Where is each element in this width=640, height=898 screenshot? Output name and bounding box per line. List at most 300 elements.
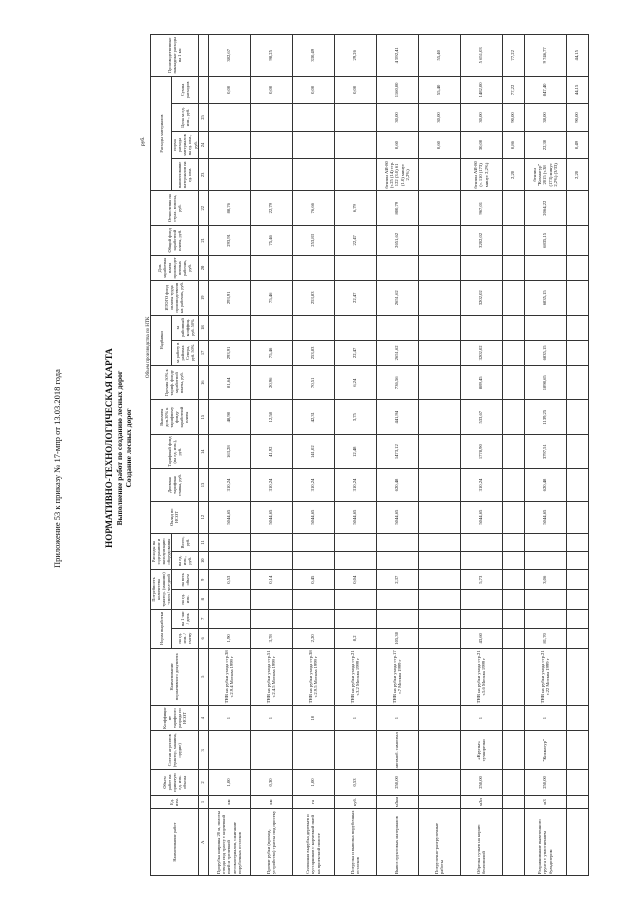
cell-composition <box>292 731 334 770</box>
cell-bonus: 6,24 <box>334 366 376 400</box>
cell-fuel-a <box>524 552 566 570</box>
document-title: НОРМАТИВНО-ТЕХНОЛОГИЧЕСКАЯ КАРТА <box>104 348 114 548</box>
cell-total-salary: 3202,02 <box>460 225 502 255</box>
cell-coef: 1 <box>334 706 376 731</box>
cell-doc: ТНВ на рубки ухода стр.38 т.2.9.4 Москва 1999 г <box>208 648 250 705</box>
h-mat-norm: норма расхода материалов на ед. изм., руб. <box>172 131 198 159</box>
cell-allowance: 533,67 <box>460 400 502 434</box>
cell-bonus <box>566 366 588 400</box>
column-number-cell: 23 <box>198 159 208 191</box>
table-row <box>250 35 292 876</box>
cell-total <box>502 281 524 315</box>
column-number-cell <box>198 76 208 104</box>
h-mat-price: Цена за ед. изм., руб. <box>172 104 198 132</box>
cell-daily-rate: 620,48 <box>376 469 418 501</box>
cell-mat-sum: 0,00 <box>250 76 292 104</box>
cell-volume <box>566 770 588 795</box>
cell-fuel-a <box>208 552 250 570</box>
appendix-line: Приложение 53 к приказу № 17-мпр от 13.03.2018 года <box>52 369 62 568</box>
cell-fuel-b <box>524 533 566 551</box>
h-charge-b: за районный коэффиц. руб. 50% <box>172 315 198 340</box>
cell-coef: 1 <box>460 706 502 731</box>
cell-daily-rate: 620,48 <box>524 469 566 501</box>
h-fuel-a: на ед. изм., руб. <box>172 552 198 570</box>
cell-mat-sum: 0,00 <box>292 76 334 104</box>
cell-charge-a: 2651,62 <box>376 340 418 365</box>
cell-norm-b <box>524 609 566 629</box>
cell-allowance: 48,98 <box>208 400 250 434</box>
h-daily-rate: Дневная тарифная ставка, руб. <box>151 469 199 501</box>
cell-fuel-b <box>566 533 588 551</box>
cell-composition: "Кохматур" <box>524 731 566 770</box>
cell-name: Погрузочно-разгрузочные работы <box>418 809 460 876</box>
cell-name: Обрезка сучьев на корню бензопилой <box>460 809 502 876</box>
cell-tariff <box>418 434 460 468</box>
cell-overhead: 55,40 <box>418 35 460 77</box>
cell-total <box>566 281 588 315</box>
cell-salary-rate <box>502 501 524 533</box>
cell-unit: га <box>292 795 334 809</box>
cell-need-b: 5,73 <box>460 570 502 590</box>
h-materials-group: Расходы материалов <box>151 76 172 191</box>
h-need-a: на ед. изм. <box>172 590 198 610</box>
cell-coef: 1 <box>250 706 292 731</box>
cell-need-a <box>460 590 502 610</box>
cell-need-a <box>502 590 524 610</box>
cell-allowance: 3,75 <box>334 400 376 434</box>
h-norm-per-unit: на ед. изм. / смену <box>172 629 198 649</box>
cell-norm-b <box>208 609 250 629</box>
cell-bonus: 20,96 <box>250 366 292 400</box>
cell-need-b <box>566 570 588 590</box>
cell-need-b: 2,37 <box>376 570 418 590</box>
cell-total-salary <box>566 225 588 255</box>
cell-mat-price: 90,00 <box>566 104 588 132</box>
cell-charge-a: 293,91 <box>208 340 250 365</box>
cell-charge-a: 6835,15 <box>524 340 566 365</box>
h-total-salary: Общий фонд заработной платы, руб. <box>151 225 199 255</box>
cell-total-salary: 75,46 <box>250 225 292 255</box>
cell-coef: 1 <box>208 706 250 731</box>
cell-insurance: 88,76 <box>208 191 250 225</box>
cell-tariff <box>502 434 524 468</box>
cell-mat-norm: 22,30 <box>524 131 566 159</box>
cell-doc: ТНВ на рубки ухода стр.21 т.3.2 Москва 1999 г <box>334 648 376 705</box>
h-need-group: Потребность количества трактор. (машино) -смен / чел-дней <box>151 570 172 609</box>
cell-bonus: 70,51 <box>292 366 334 400</box>
column-number-cell: 15 <box>198 400 208 434</box>
cell-mat-name <box>418 159 460 191</box>
table-row <box>376 35 418 876</box>
cell-norm-a: 3,78 <box>250 629 292 649</box>
cell-insurance: 967,01 <box>460 191 502 225</box>
cell-fuel-a <box>418 552 460 570</box>
column-number-cell <box>198 35 208 77</box>
column-number-cell: 20 <box>198 255 208 280</box>
cell-total: 3202,02 <box>460 281 502 315</box>
h-need-b: на весь объем <box>172 570 198 590</box>
cell-mat-norm: 0,60 <box>376 131 418 159</box>
cell-charge-a: 253,83 <box>292 340 334 365</box>
cell-mat-name: 2,20 <box>502 159 524 191</box>
cell-norm-a: 105,30 <box>376 629 418 649</box>
cell-coef <box>566 706 588 731</box>
column-number-cell: А <box>198 809 208 876</box>
h-norm-doc: Наименование нормативного документа <box>151 648 199 705</box>
cell-norm-a: 1,90 <box>208 629 250 649</box>
cell-need-b: 0,53 <box>208 570 250 590</box>
cell-name <box>502 809 524 876</box>
cell-fuel-b <box>334 533 376 551</box>
cell-mat-sum: 847,40 <box>524 76 566 104</box>
h-composition: Состав агрегатов (трактор, машина, орудие) <box>151 731 199 770</box>
column-number-cell: 2 <box>198 770 208 795</box>
cell-mat-price <box>250 104 292 132</box>
table-row <box>502 35 524 876</box>
cell-mat-price: 38,00 <box>524 104 566 132</box>
column-number-cell: 13 <box>198 469 208 501</box>
cell-fuel-a <box>334 552 376 570</box>
column-number-cell: 6 <box>198 629 208 649</box>
cell-charge-b <box>292 315 334 340</box>
cell-mat-sum: 44,15 <box>566 76 588 104</box>
h-extra-pay: Доп. заработная плата производственных рабочих, руб. <box>151 255 199 280</box>
cell-charge-b <box>334 315 376 340</box>
h-mat-name: наименование материалов на ед. изм. <box>172 159 198 191</box>
cell-charge-b <box>418 315 460 340</box>
cell-extra <box>460 255 502 280</box>
cell-mat-norm <box>208 131 250 159</box>
cell-extra <box>208 255 250 280</box>
cell-need-b: 0,14 <box>250 570 292 590</box>
cell-norm-b <box>334 609 376 629</box>
cost-table <box>150 34 589 876</box>
cell-fuel-b <box>460 533 502 551</box>
cell-mat-sum: 77,22 <box>502 76 524 104</box>
cell-norm-b <box>418 609 460 629</box>
cell-charge-a: 3202,02 <box>460 340 502 365</box>
cell-overhead: 77,22 <box>502 35 524 77</box>
cell-mat-norm: 0,49 <box>566 131 588 159</box>
cell-daily-rate <box>502 469 524 501</box>
cell-bonus: 1898,65 <box>524 366 566 400</box>
cell-unit: м3п <box>460 795 502 809</box>
cell-coef <box>418 706 460 731</box>
cell-total-salary: 253,83 <box>292 225 334 255</box>
cell-total: 6835,15 <box>524 281 566 315</box>
h-volume: Объем работ на принятую ед. изм. объема <box>151 770 199 795</box>
column-number-cell: 9 <box>198 570 208 590</box>
cell-extra <box>418 255 460 280</box>
h-norm-hours: на 1 час / день <box>172 609 198 629</box>
cell-norm-b <box>376 609 418 629</box>
cell-norm-a: 81,70 <box>524 629 566 649</box>
h-salary-rate: Оклад по НСОТ <box>151 501 199 533</box>
cell-overhead: 98,25 <box>250 35 292 77</box>
cell-fuel-b <box>292 533 334 551</box>
cell-volume: 250,00 <box>460 770 502 795</box>
cell-tariff: 1473,12 <box>376 434 418 468</box>
cell-charge-b <box>524 315 566 340</box>
h-coef: Коэффициент тарифного разряда по НСОТ <box>151 706 199 731</box>
cell-unit: км <box>208 795 250 809</box>
cell-mat-name: бензин АИ-80 (т. 110 (173) минус 2,2%) <box>460 159 502 191</box>
column-number-cell: 22 <box>198 191 208 225</box>
cell-unit: м3 <box>524 795 566 809</box>
cell-tariff: 41,92 <box>250 434 292 468</box>
cell-mat-name <box>208 159 250 191</box>
cell-doc: ТНВ на рубки ухода стр.17 т.7 Москва 1999 г <box>376 648 418 705</box>
cell-allowance <box>566 400 588 434</box>
column-number-cell: 21 <box>198 225 208 255</box>
column-number-cell: 14 <box>198 434 208 468</box>
cell-fuel-a <box>292 552 334 570</box>
cell-salary-rate <box>418 501 460 533</box>
table-body <box>208 35 588 876</box>
cell-need-a <box>418 590 460 610</box>
cell-salary-rate: 5044,65 <box>250 501 292 533</box>
cell-mat-norm: 0,60 <box>418 131 460 159</box>
cell-allowance <box>502 400 524 434</box>
cell-extra <box>524 255 566 280</box>
cell-fuel-a <box>376 552 418 570</box>
cell-bonus <box>502 366 524 400</box>
cell-insurance: 22,79 <box>250 191 292 225</box>
cell-volume: 1,00 <box>292 770 334 795</box>
cell-mat-price: 90,00 <box>502 104 524 132</box>
cell-insurance: 800,79 <box>376 191 418 225</box>
cell-fuel-a <box>460 552 502 570</box>
cell-need-a <box>376 590 418 610</box>
document-subtitle: Выполнение работ по созданию лесных дорог <box>115 370 124 526</box>
cell-mat-sum: 1482,00 <box>460 76 502 104</box>
cell-norm-b <box>566 609 588 629</box>
cell-norm-b <box>502 609 524 629</box>
cell-need-a <box>250 590 292 610</box>
cell-total-salary: 293,91 <box>208 225 250 255</box>
cell-coef: 1 <box>524 706 566 731</box>
cell-composition <box>334 731 376 770</box>
cell-name: Разравнивание вывезенного грунта с уплотнением бульдозером <box>524 809 566 876</box>
cell-composition <box>250 731 292 770</box>
table-row <box>208 35 250 876</box>
cell-norm-a: 8,2 <box>334 629 376 649</box>
cell-extra <box>250 255 292 280</box>
h-bonus: Премия 50% к тариф. фонду заработной платы, руб. <box>151 366 199 400</box>
cell-volume <box>502 770 524 795</box>
cell-charge-a <box>502 340 524 365</box>
cell-volume <box>418 770 460 795</box>
cell-norm-a <box>418 629 460 649</box>
cell-daily-rate: 310,24 <box>250 469 292 501</box>
cell-fuel-b <box>376 533 418 551</box>
cell-total: 2651,62 <box>376 281 418 315</box>
cell-extra <box>292 255 334 280</box>
cell-norm-b <box>460 609 502 629</box>
table-row <box>334 35 376 876</box>
table-row <box>460 35 502 876</box>
cell-fuel-a <box>566 552 588 570</box>
cell-volume: 250,00 <box>524 770 566 795</box>
cell-coef: 1 <box>376 706 418 731</box>
cell-coef <box>502 706 524 731</box>
cell-overhead: 330,49 <box>292 35 334 77</box>
h-charges-group: Надбавки <box>151 315 172 366</box>
cell-daily-rate: 310,24 <box>460 469 502 501</box>
column-number-cell: 11 <box>198 533 208 551</box>
units-label: руб. <box>140 136 146 146</box>
cell-name: Погрузка и вывозка порубочных остатков <box>334 809 376 876</box>
cell-insurance <box>418 191 460 225</box>
cell-fuel-b <box>250 533 292 551</box>
h-mat-sum: Сумма расходов <box>172 76 198 104</box>
cell-unit <box>566 795 588 809</box>
cell-salary-rate: 5044,65 <box>334 501 376 533</box>
cell-mat-sum: 0,00 <box>208 76 250 104</box>
cell-norm-b <box>292 609 334 629</box>
cell-composition: автомоб. самосвал <box>376 731 418 770</box>
table-row <box>292 35 334 876</box>
h-tariff: Тарифный фонд (на ед. изм.), руб. <box>151 434 199 468</box>
cell-charge-b <box>502 315 524 340</box>
cell-mat-norm <box>250 131 292 159</box>
cell-composition <box>502 731 524 770</box>
column-number-cell: 17 <box>198 340 208 365</box>
cell-tariff: 3797,51 <box>524 434 566 468</box>
cell-composition <box>208 731 250 770</box>
cell-name: Прорубка ширины 20 м, полосы отвода под трассу с корчевкой пней и трелевкой лесоматериалов, сжигание порубочных остатков <box>208 809 250 876</box>
cell-name: Вывоз грунтовых материалов <box>376 809 418 876</box>
cell-need-a <box>566 590 588 610</box>
cell-mat-name <box>334 159 376 191</box>
cell-composition <box>566 731 588 770</box>
cell-salary-rate: 5044,65 <box>460 501 502 533</box>
cell-fuel-b <box>208 533 250 551</box>
cell-tariff: 163,28 <box>208 434 250 468</box>
cell-extra <box>566 255 588 280</box>
cell-overhead: 9 746,77 <box>524 35 566 77</box>
cell-allowance: 1139,25 <box>524 400 566 434</box>
cell-charge-a: 75,46 <box>250 340 292 365</box>
cell-charge-a <box>418 340 460 365</box>
cell-mat-name: бензин АИ-80 (т.25 (14) стр. 122 (3.0) 61 (1.0) минус 2,2%) <box>376 159 418 191</box>
volume-header: Объем производства по НТК <box>146 316 151 378</box>
cell-tariff: 12,48 <box>334 434 376 468</box>
column-number-cell: 5 <box>198 648 208 705</box>
cell-total: 22,47 <box>334 281 376 315</box>
h-insurance: Отчисления на страх. взносы, руб. <box>151 191 199 225</box>
column-number-cell: 4 <box>198 706 208 731</box>
cell-mat-price <box>208 104 250 132</box>
cell-charge-b <box>376 315 418 340</box>
cell-volume: 0,53 <box>334 770 376 795</box>
cell-coef: 10 <box>292 706 334 731</box>
cell-tariff: 1778,90 <box>460 434 502 468</box>
cell-insurance <box>566 191 588 225</box>
column-number-cell: 18 <box>198 315 208 340</box>
cell-doc <box>418 648 460 705</box>
cell-total-salary <box>502 225 524 255</box>
cell-mat-sum: 0,00 <box>334 76 376 104</box>
cell-unit <box>502 795 524 809</box>
cell-mat-price <box>334 104 376 132</box>
cell-insurance: 6,79 <box>334 191 376 225</box>
cell-mat-norm: 0,86 <box>502 131 524 159</box>
h-overhead: Производственные накладные расходы на 1 км <box>151 35 199 77</box>
cell-need-a <box>334 590 376 610</box>
column-number-cell: 10 <box>198 552 208 570</box>
cell-charge-b <box>460 315 502 340</box>
cell-norm-a: 2,20 <box>292 629 334 649</box>
header-row <box>151 35 172 876</box>
cell-bonus <box>418 366 460 400</box>
cell-insurance <box>502 191 524 225</box>
cell-insurance: 2064,22 <box>524 191 566 225</box>
cell-mat-price: 30,00 <box>376 104 418 132</box>
cell-volume: 0,30 <box>250 770 292 795</box>
cell-volume: 250,00 <box>376 770 418 795</box>
cell-salary-rate: 5044,65 <box>376 501 418 533</box>
cell-fuel-a <box>250 552 292 570</box>
cell-volume: 1,00 <box>208 770 250 795</box>
cell-daily-rate: 310,24 <box>292 469 334 501</box>
cell-name: Прочие рубки (проход, устройство) трассы под просеку <box>250 809 292 876</box>
cell-charge-a <box>566 340 588 365</box>
cell-salary-rate: 5044,65 <box>524 501 566 533</box>
cell-tariff: 141,02 <box>292 434 334 468</box>
column-number-row <box>198 35 208 876</box>
column-number-cell: 3 <box>198 731 208 770</box>
cell-allowance: 441,94 <box>376 400 418 434</box>
cell-mat-name <box>250 159 292 191</box>
cell-unit <box>418 795 460 809</box>
cell-total-salary <box>418 225 460 255</box>
cell-fuel-b <box>502 533 524 551</box>
table-row <box>566 35 588 876</box>
h-name: Наименование работ <box>151 809 199 876</box>
cell-name <box>566 809 588 876</box>
h-consumption-group: Расходы на содержание и эксплуатацию оборудования <box>151 533 172 570</box>
cell-charge-b <box>566 315 588 340</box>
cell-overhead: 29,26 <box>334 35 376 77</box>
cell-daily-rate <box>418 469 460 501</box>
column-number-cell: 1 <box>198 795 208 809</box>
cell-insurance: 76,66 <box>292 191 334 225</box>
h-charge-a: за работу в районах Севера, руб. 50% <box>172 340 198 365</box>
h-fuel-b: Всего, руб. <box>172 533 198 551</box>
cell-mat-price: 30,00 <box>460 104 502 132</box>
cell-mat-sum: 55,40 <box>418 76 460 104</box>
h-norm-group: Норма выработки <box>151 609 172 648</box>
column-number-cell: 19 <box>198 281 208 315</box>
cell-mat-name: 2,20 <box>566 159 588 191</box>
cell-salary-rate: 5044,65 <box>208 501 250 533</box>
cell-total-salary: 22,47 <box>334 225 376 255</box>
cell-mat-sum: 1160,00 <box>376 76 418 104</box>
h-allowance: Выплаты доп.30% к тарифному фонду заработной платы <box>151 400 199 434</box>
h-total-fund: ИТОГО фонд оплаты труда производственных рабочих, руб. <box>151 281 199 315</box>
cell-allowance: 42,31 <box>292 400 334 434</box>
cell-need-a <box>524 590 566 610</box>
cell-mat-norm: 30,00 <box>460 131 502 159</box>
cell-fuel-a <box>502 552 524 570</box>
column-number-cell: 7 <box>198 609 208 629</box>
cell-unit: км <box>250 795 292 809</box>
cell-salary-rate: 5044,65 <box>292 501 334 533</box>
cell-overhead: 44,15 <box>566 35 588 77</box>
cell-salary-rate <box>566 501 588 533</box>
cell-unit: куб. <box>334 795 376 809</box>
